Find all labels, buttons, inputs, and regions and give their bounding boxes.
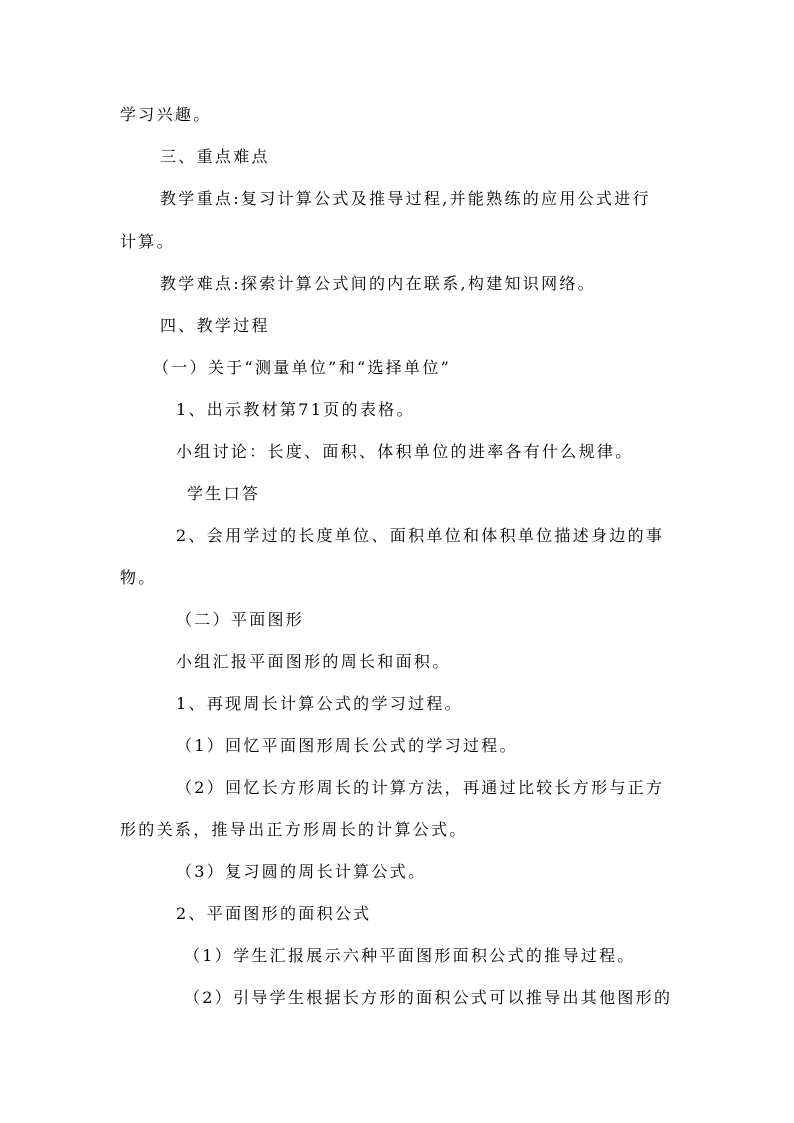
text-line-22: （2）引导学生根据长方形的面积公式可以推导出其他图形的 <box>184 988 673 1007</box>
text-line-1: 学习兴趣。 <box>120 105 212 124</box>
text-line-15: 1、再现周长计算公式的学习过程。 <box>176 694 463 713</box>
text-line-4: 计算。 <box>120 232 175 251</box>
text-line-5: 教学难点:探索计算公式间的内在联系,构建知识网络。 <box>160 274 596 293</box>
text-line-8: 1、出示教材第71页的表格。 <box>176 400 415 419</box>
text-line-9: 小组讨论：长度、面积、体积单位的进率各有什么规律。 <box>176 442 634 461</box>
subsection-heading-plane-figures: （二）平面图形 <box>176 610 305 629</box>
text-line-14: 小组汇报平面图形的周长和面积。 <box>176 652 451 671</box>
text-line-18: 形的关系，推导出正方形周长的计算公式。 <box>120 820 468 839</box>
section-heading-key-points: 三、重点难点 <box>160 147 270 166</box>
text-line-17: （2）回忆长方形周长的计算方法，再通过比较长方形与正方 <box>176 778 665 797</box>
text-line-16: （1）回忆平面图形周长公式的学习过程。 <box>176 736 518 755</box>
text-line-11: 2、会用学过的长度单位、面积单位和体积单位描述身边的事 <box>176 526 665 545</box>
text-line-12: 物。 <box>120 568 157 587</box>
text-line-21: （1）学生汇报展示六种平面图形面积公式的推导过程。 <box>184 946 636 965</box>
text-line-20: 2、平面图形的面积公式 <box>176 904 372 923</box>
text-line-3: 教学重点:复习计算公式及推导过程,并能熟练的应用公式进行 <box>160 189 651 208</box>
subsection-heading-units: （一）关于“测量单位”和“选择单位” <box>153 358 452 377</box>
text-line-19: （3）复习圆的周长计算公式。 <box>176 862 427 881</box>
section-heading-process: 四、教学过程 <box>160 316 270 335</box>
text-line-10: 学生口答 <box>187 484 261 503</box>
